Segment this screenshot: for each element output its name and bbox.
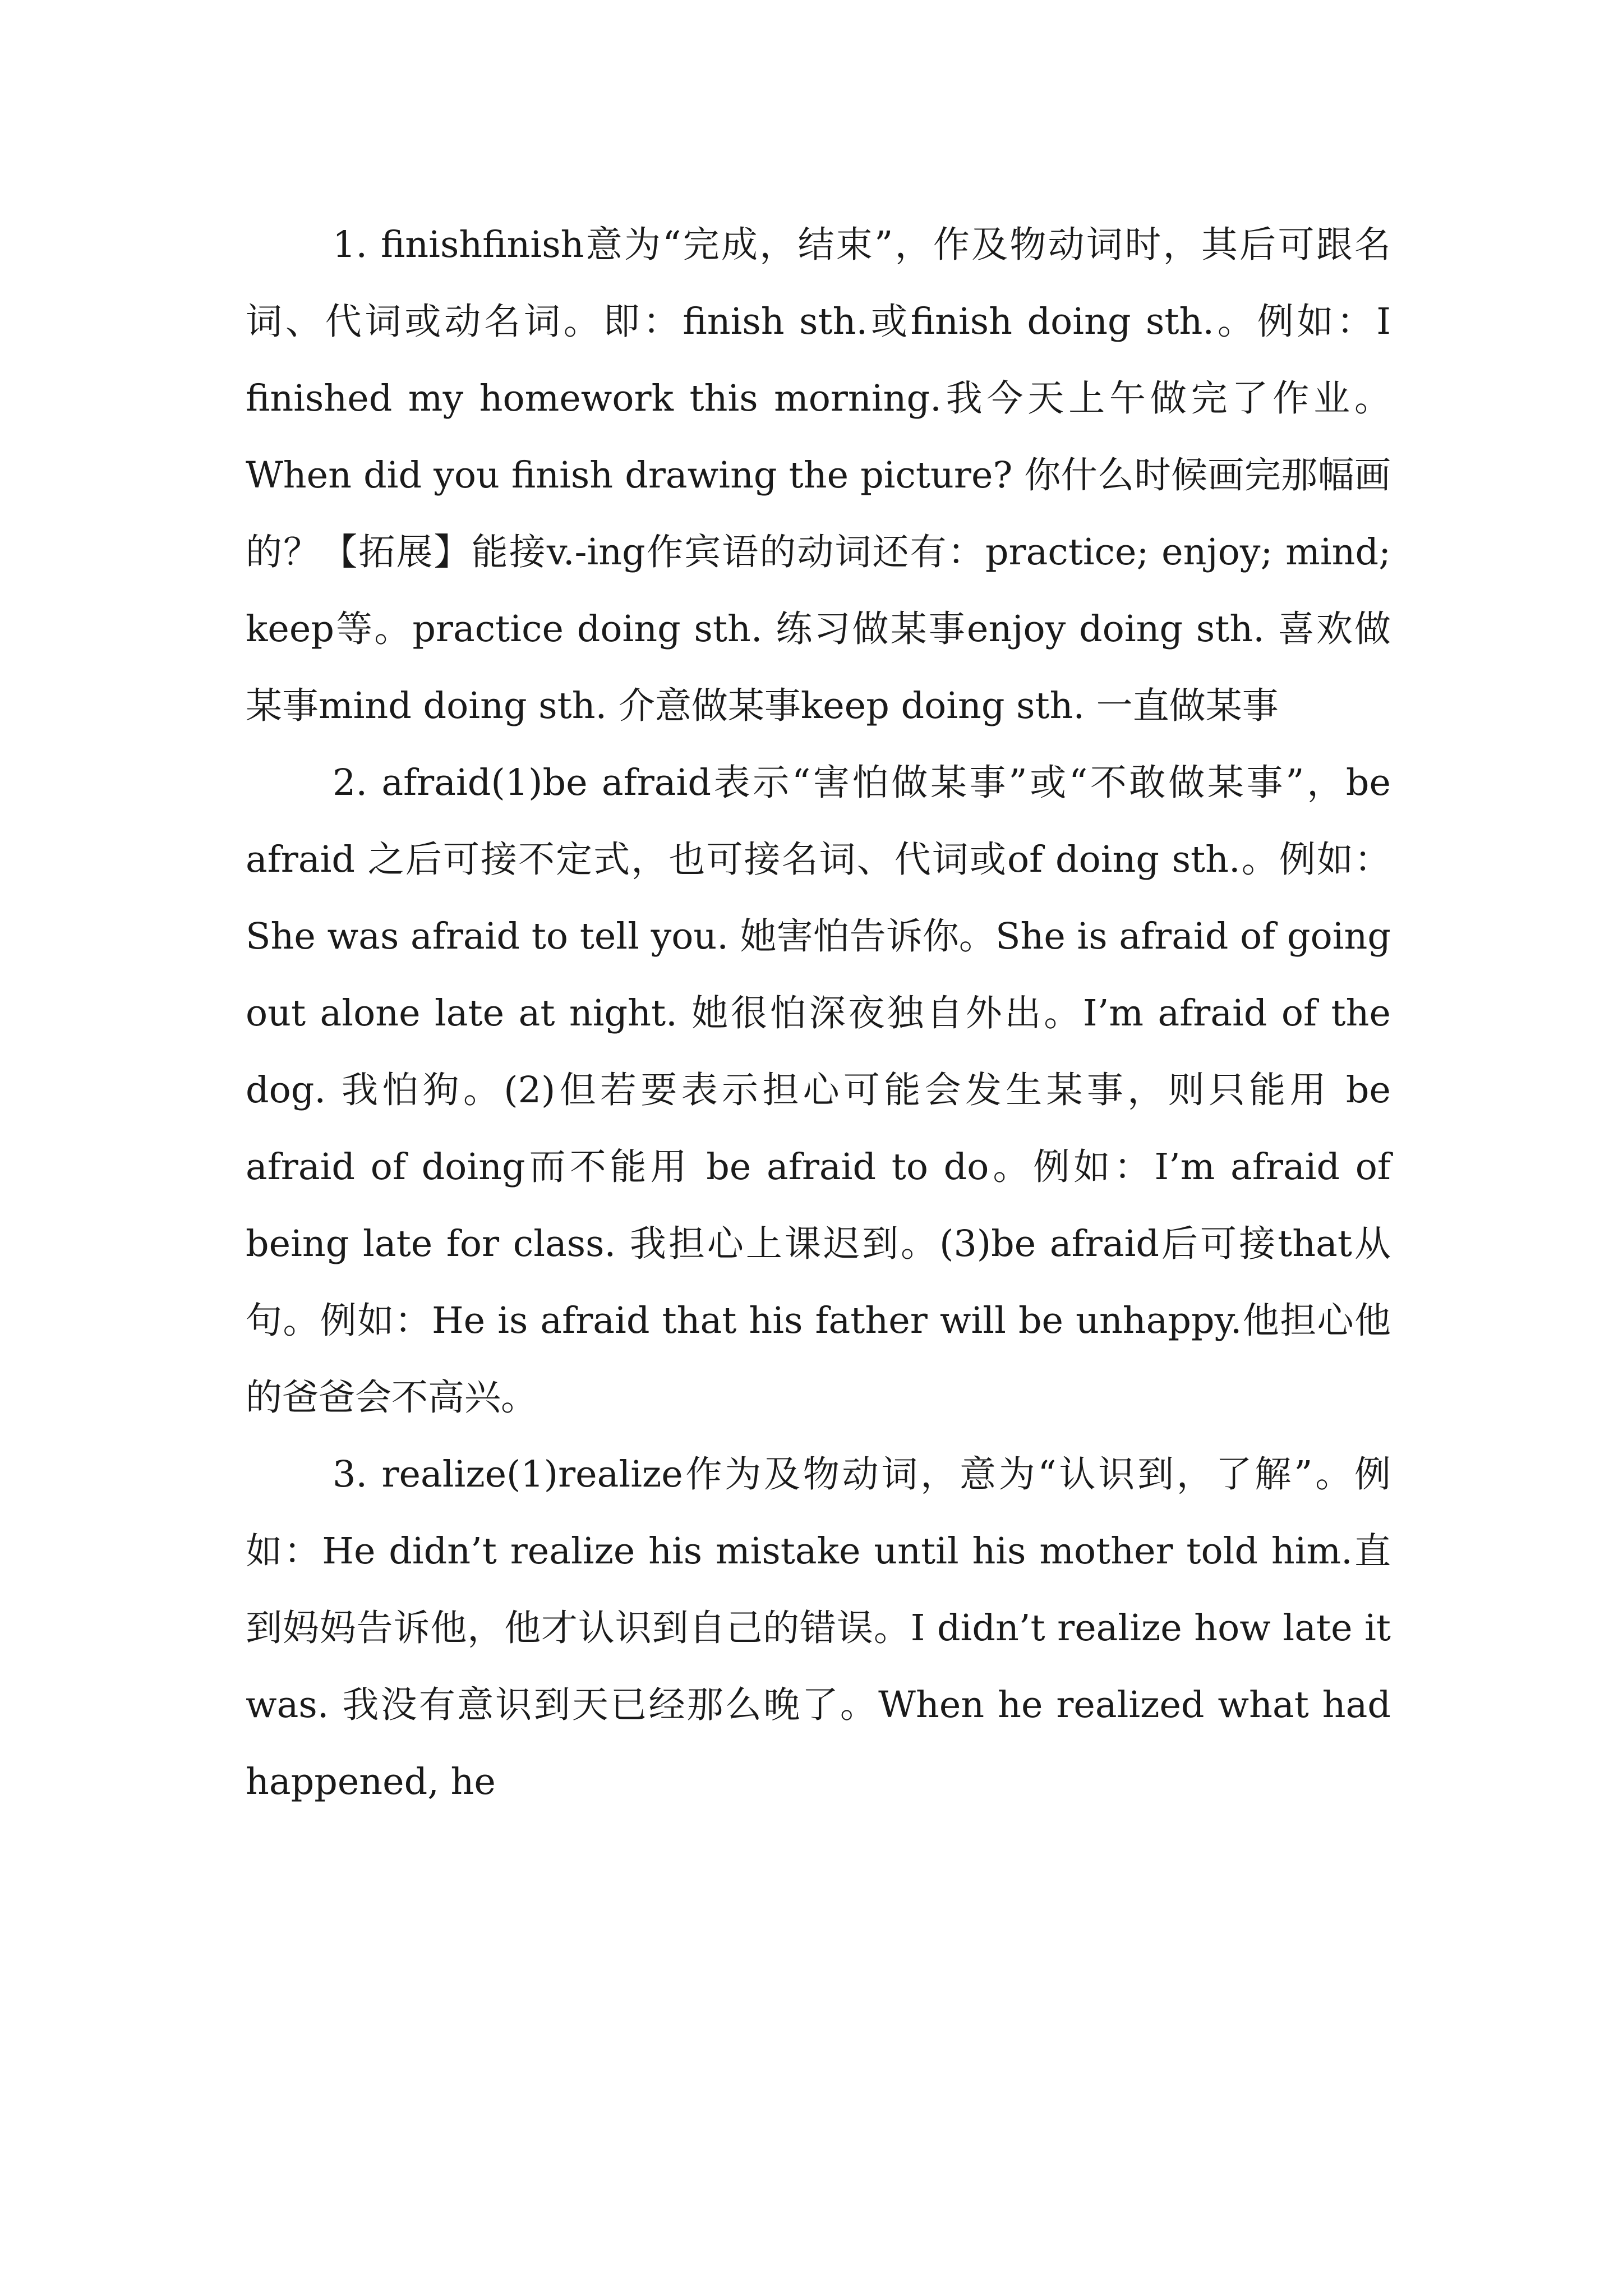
paragraph-realize: 3. realize(1)realize作为及物动词，意为“认识到，了解”。例如：He didn’t realize his mistake until his mother told him.直到妈妈告诉他，他才认识到自己的错误。I didn’t realize how late it was. 我没有意识到天已经那么晚了。When he realized what had happened, he	[246, 1453, 1391, 1803]
paragraph-finish: 1. finishfinish意为“完成，结束”，作及物动词时，其后可跟名词、代词或动名词。即：finish sth.或finish doing sth.。例如：I finished my homework this morning.我今天上午做完了作业。When did you finish drawing the picture? 你什么时候画完那幅画的？【拓展】能接v.-ing作宾语的动词还有：practice; enjoy; mind; keep等。practice doing sth. 练习做某事enjoy doing sth. 喜欢做某事mind doing sth. 介意做某事keep doing sth. 一直做某事	[246, 224, 1391, 727]
paragraph-afraid: 2. afraid(1)be afraid表示“害怕做某事”或“不敢做某事”，be afraid 之后可接不定式，也可接名词、代词或of doing sth.。例如：She was afraid to tell you. 她害怕告诉你。She is afraid of going out alone late at night. 她很怕深夜独自外出。I’m afraid of the dog. 我怕狗。(2)但若要表示担心可能会发生某事，则只能用 be afraid of doing而不能用 be afraid to do。例如：I’m afraid of being late for class. 我担心上课迟到。(3)be afraid后可接that从句。例如：He is afraid that his father will be unhappy.他担心他的爸爸会不高兴。	[246, 762, 1391, 1419]
document-page	[246, 206, 1391, 1820]
